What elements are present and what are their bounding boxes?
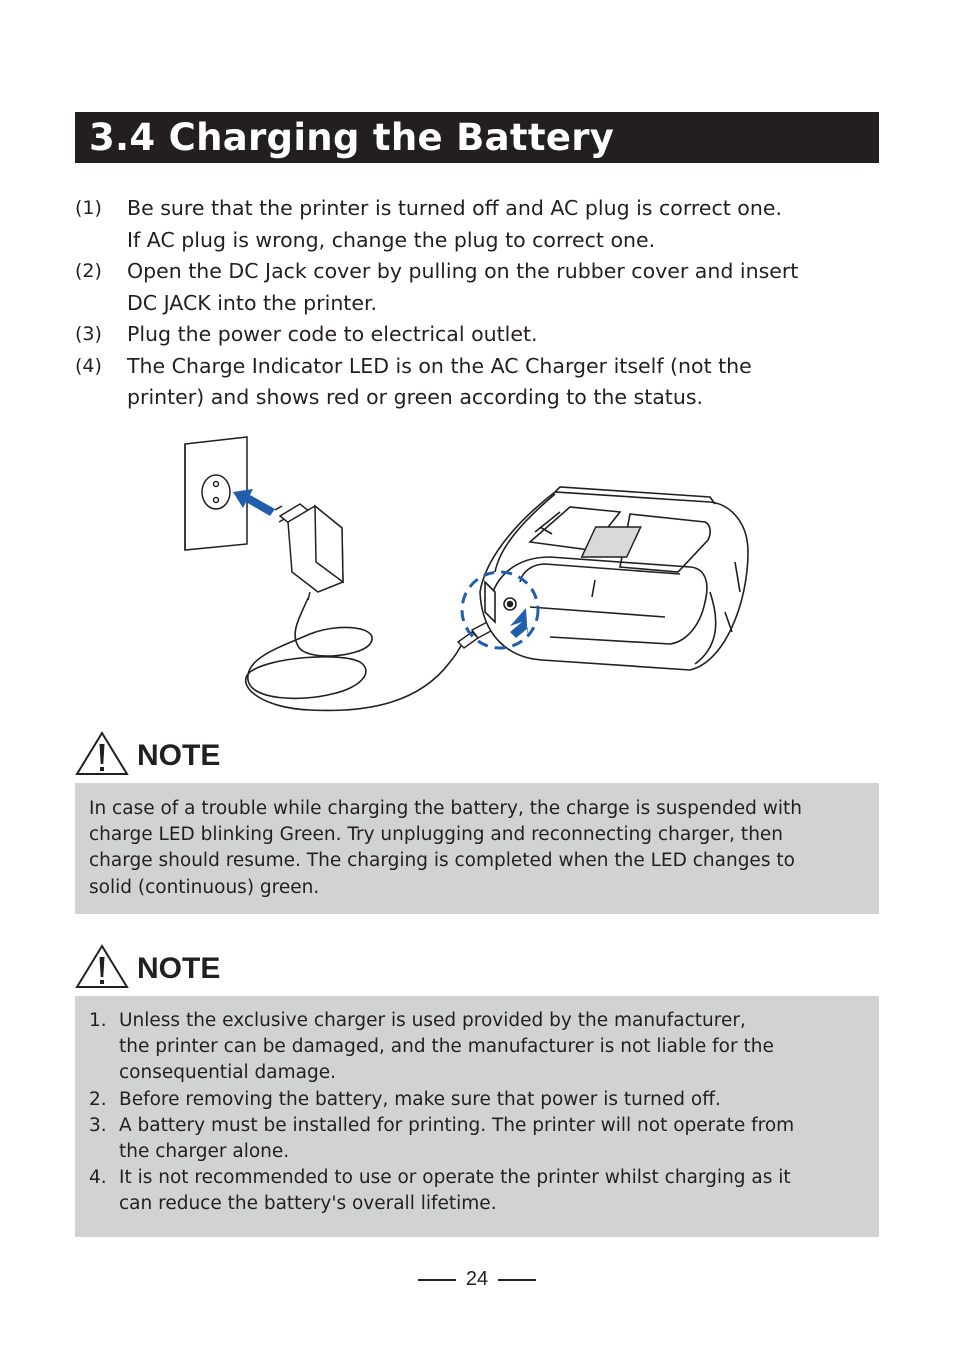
section-title: 3.4 Charging the Battery — [89, 116, 615, 159]
note-box — [75, 783, 879, 914]
step-item — [75, 351, 885, 414]
note-line: solid (continuous) green. — [89, 876, 320, 898]
page-number-dash-right — [498, 1279, 536, 1281]
warning-icon — [75, 943, 129, 989]
note-label: NOTE — [137, 952, 221, 985]
note-list-item — [89, 1165, 865, 1217]
charging-illustration — [150, 432, 790, 722]
note-line: charge LED blinking Green. Try unplugging and reconnecting charger, then — [89, 824, 784, 846]
step-number: (1) — [75, 197, 102, 219]
section-title-bar — [75, 112, 879, 163]
note-line: In case of a trouble while charging the battery, the charge is suspended with — [89, 798, 802, 819]
step-number: (3) — [75, 323, 102, 345]
note-item-number: 4. — [89, 1167, 107, 1189]
note-line: A battery must be installed for printing. The printer will not operate from — [119, 1114, 795, 1136]
note-header — [75, 730, 275, 776]
note-line: Before removing the battery, make sure that power is turned off. — [119, 1088, 721, 1110]
page-number-dash-left — [418, 1279, 456, 1281]
note-label: NOTE — [137, 739, 221, 772]
note-line: the printer can be damaged, and the manufacturer is not liable for the — [119, 1036, 774, 1058]
step-number: (4) — [75, 354, 102, 377]
note-item-number: 2. — [89, 1088, 107, 1110]
page-number — [418, 1266, 536, 1292]
note-header — [75, 943, 275, 989]
step-line: printer) and shows red or green according to the status. — [127, 385, 704, 409]
steps-list — [75, 193, 885, 414]
step-line: If AC plug is wrong, change the plug to correct one. — [127, 227, 656, 252]
note-line: charge should resume. The charging is completed when the LED changes to — [89, 850, 795, 872]
note-list-item — [89, 1008, 865, 1087]
step-number: (2) — [75, 260, 102, 282]
step-line: Open the DC Jack cover by pulling on the rubber cover and insert — [127, 259, 799, 283]
note-item-number: 1. — [89, 1010, 107, 1031]
step-line: Plug the power code to electrical outlet. — [127, 322, 538, 346]
note-line: can reduce the battery's overall lifetime. — [119, 1193, 497, 1215]
note-line: Unless the exclusive charger is used provided by the manufacturer, — [119, 1010, 746, 1031]
page-number-value: 24 — [465, 1268, 489, 1290]
step-item — [75, 193, 885, 256]
note-list-item — [89, 1113, 865, 1165]
note-line: consequential damage. — [119, 1062, 337, 1084]
note-line: It is not recommended to use or operate the printer whilst charging as it — [119, 1167, 791, 1189]
step-item — [75, 319, 885, 351]
ac-adapter-icon — [275, 504, 343, 600]
step-line: DC JACK into the printer. — [127, 290, 378, 315]
note-item-number: 3. — [89, 1114, 107, 1136]
step-line: The Charge Indicator LED is on the AC Charger itself (not the — [127, 353, 752, 378]
note-list-item — [89, 1087, 865, 1113]
note-line: the charger alone. — [119, 1141, 290, 1163]
step-item — [75, 256, 885, 319]
step-line: Be sure that the printer is turned off and AC plug is correct one. — [127, 196, 782, 220]
warning-icon — [75, 730, 129, 776]
note-box — [75, 996, 879, 1237]
charger-cable — [246, 598, 470, 710]
